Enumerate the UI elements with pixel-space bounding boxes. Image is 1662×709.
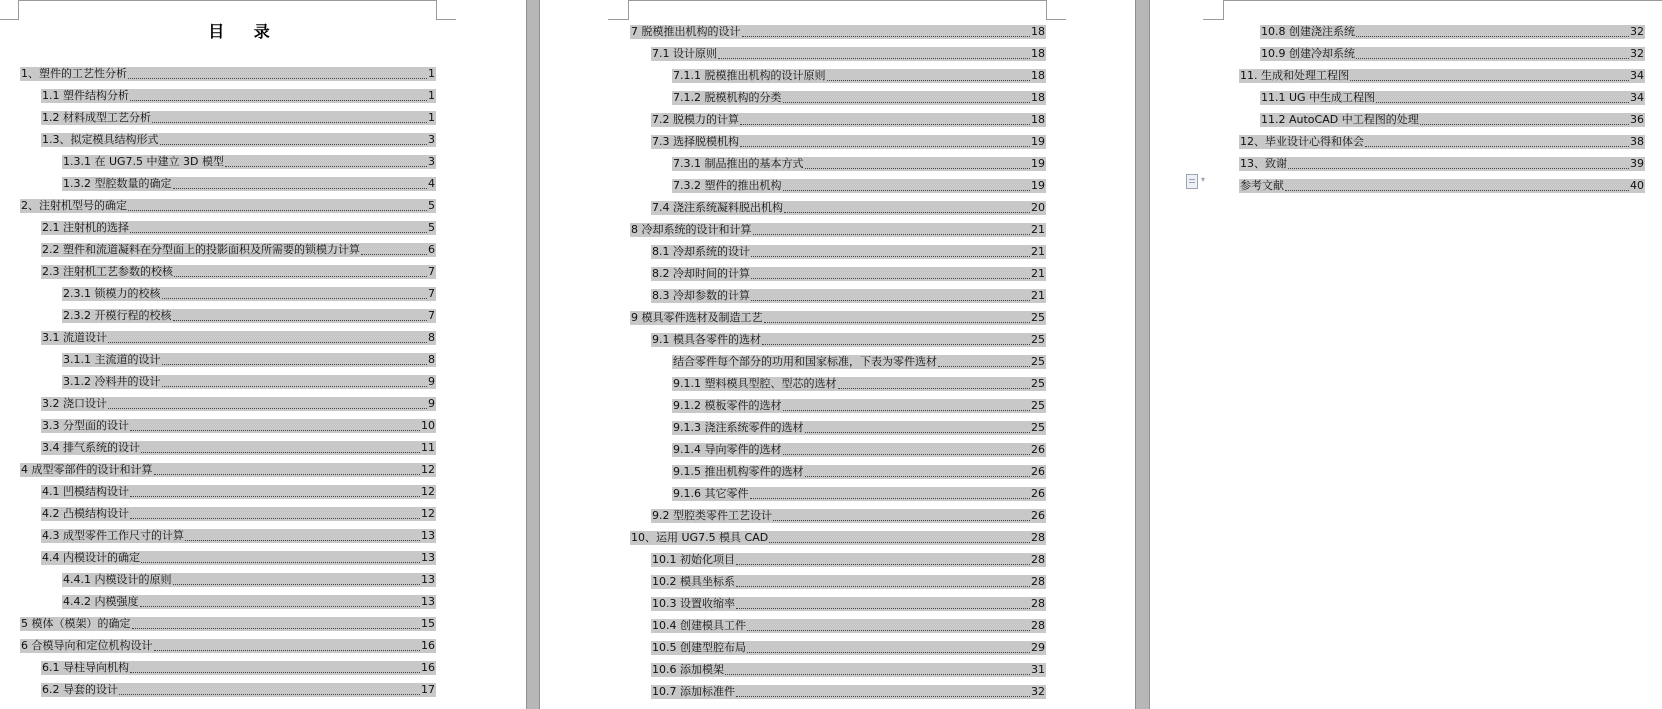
toc-entry-page: 1 — [428, 111, 435, 124]
toc-entry[interactable] — [41, 507, 436, 521]
toc-leader-dots — [162, 289, 428, 299]
toc-entry-page: 32 — [1630, 47, 1644, 60]
toc-entry-page: 25 — [1031, 333, 1045, 346]
toc-entry[interactable] — [630, 531, 1046, 545]
toc-leader-dots — [742, 27, 1031, 37]
toc-leader-dots — [725, 665, 1030, 675]
toc-entry[interactable] — [1239, 69, 1645, 83]
toc-leader-dots — [119, 685, 420, 695]
toc-leader-dots — [1376, 93, 1629, 103]
toc-entry[interactable] — [1260, 25, 1645, 39]
toc-entry-label: 4.1 凹模结构设计 — [42, 485, 129, 498]
toc-entry-label: 10.6 添加模架 — [652, 663, 724, 676]
toc-entry-label: 10.4 创建模具工件 — [652, 619, 746, 632]
toc-entry-page: 21 — [1031, 289, 1045, 302]
toc-entry-page: 18 — [1031, 69, 1045, 82]
toc-leader-dots — [1288, 159, 1629, 169]
toc-leader-dots — [1285, 181, 1629, 191]
toc-entry-page: 25 — [1031, 311, 1045, 324]
toc-entry-label: 5 模体（模架）的确定 — [21, 617, 131, 630]
toc-entry[interactable] — [672, 179, 1046, 193]
toc-entry[interactable] — [62, 155, 436, 169]
toc-entry-label: 1.3.1 在 UG7.5 中建立 3D 模型 — [63, 155, 225, 168]
toc-entry-label: 3.1.2 冷料井的设计 — [63, 375, 161, 388]
toc-entry[interactable] — [41, 397, 436, 411]
toc-leader-dots — [174, 267, 427, 277]
toc-entry-page: 18 — [1031, 25, 1045, 38]
toc-entry[interactable] — [651, 663, 1046, 677]
toc-entry-page: 26 — [1031, 487, 1045, 500]
toc-entry-page: 26 — [1031, 443, 1045, 456]
toc-entry-page: 7 — [428, 287, 435, 300]
header-corner-mark — [1046, 0, 1047, 20]
toc-leader-dots — [740, 115, 1030, 125]
toc-entry[interactable] — [651, 245, 1046, 259]
toc-entry[interactable] — [1239, 157, 1645, 171]
toc-leader-dots — [173, 179, 428, 189]
toc-entry-label: 3.4 排气系统的设计 — [42, 441, 140, 454]
toc-entry-page: 25 — [1031, 399, 1045, 412]
toc-entry[interactable] — [672, 421, 1046, 435]
toc-entry-page: 8 — [428, 353, 435, 366]
toc-leader-dots — [1365, 137, 1629, 147]
toc-entry-page: 18 — [1031, 91, 1045, 104]
toc-leader-dots — [740, 137, 1030, 147]
toc-leader-dots — [185, 531, 420, 541]
toc-entry-label: 4.2 凸模结构设计 — [42, 507, 129, 520]
toc-entry[interactable] — [41, 133, 436, 147]
toc-entry[interactable] — [651, 289, 1046, 303]
toc-leader-dots — [783, 401, 1031, 411]
toc-entry[interactable] — [41, 111, 436, 125]
toc-entry-page: 8 — [428, 331, 435, 344]
toc-entry-page: 17 — [421, 683, 435, 696]
toc-entry-page: 19 — [1031, 135, 1045, 148]
toc-entry[interactable] — [41, 243, 436, 257]
toc-entry-page: 18 — [1031, 113, 1045, 126]
toc-entry-page: 28 — [1031, 619, 1045, 632]
toc-entry-page: 40 — [1630, 179, 1644, 192]
toc-leader-dots — [154, 641, 421, 651]
toc-entry-label: 2.3 注射机工艺参数的校核 — [42, 265, 173, 278]
toc-entry[interactable] — [41, 89, 436, 103]
toc-entry-page: 10 — [421, 419, 435, 432]
toc-entry[interactable] — [62, 353, 436, 367]
toc-leader-dots — [751, 269, 1030, 279]
toc-entry[interactable] — [651, 333, 1046, 347]
toc-entry[interactable] — [41, 661, 436, 675]
toc-leader-dots — [140, 597, 421, 607]
toc-leader-dots — [152, 113, 427, 123]
toc-leader-dots — [1356, 49, 1629, 59]
toc-entry-page: 16 — [421, 661, 435, 674]
toc-entry[interactable] — [1239, 135, 1645, 149]
toc-leader-dots — [938, 357, 1030, 367]
toc-entry[interactable] — [651, 641, 1046, 655]
toc-leader-dots — [173, 575, 421, 585]
toc-entry-label: 6.1 导柱导向机构 — [42, 661, 129, 674]
toc-leader-dots — [736, 555, 1030, 565]
toc-entry-page: 7 — [428, 309, 435, 322]
toc-entry[interactable] — [41, 441, 436, 455]
toc-leader-dots — [361, 245, 427, 255]
toc-entry[interactable] — [41, 485, 436, 499]
toc-entry-label: 1.3.2 型腔数量的确定 — [63, 177, 172, 190]
toc-entry[interactable] — [41, 331, 436, 345]
toc-entry-page: 20 — [1031, 201, 1045, 214]
toc-entry-label: 1.1 塑件结构分析 — [42, 89, 129, 102]
toc-entry-page: 21 — [1031, 223, 1045, 236]
toc-entry-page: 1 — [428, 67, 435, 80]
toc-entry[interactable] — [630, 311, 1046, 325]
toc-entry-page: 34 — [1630, 69, 1644, 82]
toc-entry-page: 18 — [1031, 47, 1045, 60]
toc-entry[interactable] — [41, 265, 436, 279]
paste-options-icon[interactable] — [1186, 174, 1210, 190]
toc-entry-page: 19 — [1031, 157, 1045, 170]
toc-leader-dots — [1420, 115, 1629, 125]
toc-leader-dots — [747, 643, 1030, 653]
toc-leader-dots — [750, 489, 1031, 499]
toc-leader-dots — [141, 553, 420, 563]
toc-entry[interactable] — [20, 67, 436, 81]
toc-entry[interactable] — [62, 177, 436, 191]
toc-entry-label: 10.8 创建浇注系统 — [1261, 25, 1355, 38]
toc-entry-label: 11.1 UG 中生成工程图 — [1261, 91, 1376, 104]
toc-entry-page: 9 — [428, 397, 435, 410]
toc-entry-label: 9.1.1 塑料模具型腔、型芯的选材 — [673, 377, 837, 390]
toc-entry-page: 32 — [1630, 25, 1644, 38]
toc-entry-page: 25 — [1031, 377, 1045, 390]
header-corner-mark — [18, 0, 19, 20]
toc-leader-dots — [783, 93, 1031, 103]
toc-entry-label: 8.2 冷却时间的计算 — [652, 267, 750, 280]
toc-leader-dots — [838, 379, 1031, 389]
toc-entry-page: 3 — [428, 155, 435, 168]
header-top-line — [628, 0, 1046, 1]
toc-entry[interactable] — [672, 487, 1046, 501]
toc-entry[interactable] — [651, 113, 1046, 127]
toc-entry-page: 13 — [421, 573, 435, 586]
toc-entry[interactable] — [1260, 91, 1645, 105]
header-corner-mark — [628, 0, 629, 20]
toc-entry-page: 12 — [421, 507, 435, 520]
toc-leader-dots — [805, 159, 1031, 169]
toc-leader-dots — [773, 511, 1030, 521]
toc-entry[interactable] — [672, 465, 1046, 479]
toc-entry-label: 9.1.3 浇注系统零件的选材 — [673, 421, 804, 434]
toc-entry-label: 2、注射机型号的确定 — [21, 199, 127, 212]
toc-leader-dots — [827, 71, 1031, 81]
toc-entry-page: 25 — [1031, 355, 1045, 368]
toc-leader-dots — [108, 333, 427, 343]
toc-entry[interactable] — [672, 355, 1046, 369]
toc-leader-dots — [130, 509, 420, 519]
toc-entry-label: 7.3.2 塑件的推出机构 — [673, 179, 782, 192]
toc-leader-dots — [130, 223, 427, 233]
toc-entry-label: 3.2 浇口设计 — [42, 397, 107, 410]
toc-entry[interactable] — [672, 443, 1046, 457]
toc-leader-dots — [225, 157, 427, 167]
toc-entry-label: 13、致谢 — [1240, 157, 1287, 170]
toc-entry-label: 1、塑件的工艺性分析 — [21, 67, 127, 80]
toc-entry[interactable] — [62, 573, 436, 587]
page-gutter — [526, 0, 540, 709]
toc-entry-page: 15 — [421, 617, 435, 630]
toc-entry-page: 21 — [1031, 245, 1045, 258]
toc-entry-page: 3 — [428, 133, 435, 146]
toc-entry[interactable] — [651, 685, 1046, 699]
toc-entry-label: 4.4 内模设计的确定 — [42, 551, 140, 564]
toc-entry-label: 6.2 导套的设计 — [42, 683, 118, 696]
toc-entry-label: 10、运用 UG7.5 模具 CAD — [631, 531, 769, 544]
toc-entry-page: 13 — [421, 595, 435, 608]
toc-entry-page: 28 — [1031, 553, 1045, 566]
chevron-down-icon: ▾ — [1201, 175, 1206, 184]
toc-entry-label: 7.1.1 脱模推出机构的设计原则 — [673, 69, 826, 82]
toc-entry[interactable] — [651, 201, 1046, 215]
toc-entry-page: 4 — [428, 177, 435, 190]
toc-entry-page: 34 — [1630, 91, 1644, 104]
toc-entry[interactable] — [651, 267, 1046, 281]
toc-entry-page: 38 — [1630, 135, 1644, 148]
toc-entry-page: 19 — [1031, 179, 1045, 192]
toc-entry[interactable] — [1260, 113, 1645, 127]
toc-leader-dots — [747, 621, 1030, 631]
document-sheet-icon — [1186, 174, 1198, 189]
toc-entry[interactable] — [41, 419, 436, 433]
toc-entry-page: 13 — [421, 551, 435, 564]
toc-entry[interactable] — [630, 25, 1046, 39]
toc-entry-page: 21 — [1031, 267, 1045, 280]
toc-leader-dots — [130, 421, 420, 431]
toc-entry-label: 9.1.4 导向零件的选材 — [673, 443, 782, 456]
toc-entry-page: 5 — [428, 221, 435, 234]
toc-leader-dots — [736, 599, 1030, 609]
toc-entry[interactable] — [41, 551, 436, 565]
toc-entry[interactable] — [1260, 47, 1645, 61]
toc-leader-dots — [154, 465, 421, 475]
toc-leader-dots — [1350, 71, 1629, 81]
toc-leader-dots — [128, 201, 427, 211]
toc-entry-label: 12、毕业设计心得和体会 — [1240, 135, 1364, 148]
toc-entry-label: 10.2 模具坐标系 — [652, 575, 735, 588]
toc-entry-label: 9.1.5 推出机构零件的选材 — [673, 465, 804, 478]
toc-entry-page: 39 — [1630, 157, 1644, 170]
toc-entry-label: 10.5 创建型腔布局 — [652, 641, 746, 654]
toc-entry-label: 2.3.2 开模行程的校核 — [63, 309, 172, 322]
page-gutter — [1135, 0, 1150, 709]
toc-entry-label: 2.2 塑件和流道凝料在分型面上的投影面积及所需要的锁模力计算 — [42, 243, 360, 256]
toc-leader-dots — [162, 377, 428, 387]
toc-entry[interactable] — [651, 509, 1046, 523]
toc-leader-dots — [1356, 27, 1629, 37]
toc-entry-label: 1.2 材料成型工艺分析 — [42, 111, 151, 124]
toc-leader-dots — [783, 445, 1031, 455]
toc-leader-dots — [160, 135, 428, 145]
toc-leader-dots — [753, 225, 1031, 235]
toc-entry-label: 10.9 创建冷却系统 — [1261, 47, 1355, 60]
toc-entry-label: 4.3 成型零件工作尺寸的计算 — [42, 529, 184, 542]
toc-entry[interactable] — [672, 157, 1046, 171]
toc-entry-page: 16 — [421, 639, 435, 652]
toc-entry-label: 11.2 AutoCAD 中工程图的处理 — [1261, 113, 1419, 126]
toc-entry[interactable] — [651, 47, 1046, 61]
toc-entry-label: 8.1 冷却系统的设计 — [652, 245, 750, 258]
header-corner-mark — [436, 0, 437, 20]
toc-entry-page: 12 — [421, 463, 435, 476]
toc-entry-label: 8 冷却系统的设计和计算 — [631, 223, 752, 236]
toc-leader-dots — [130, 663, 420, 673]
toc-leader-dots — [784, 203, 1030, 213]
toc-entry-label: 8.3 冷却参数的计算 — [652, 289, 750, 302]
toc-entry[interactable] — [62, 595, 436, 609]
toc-entry-label: 3.1.1 主流道的设计 — [63, 353, 161, 366]
toc-leader-dots — [736, 577, 1030, 587]
toc-entry-label: 10.1 初始化项目 — [652, 553, 735, 566]
toc-leader-dots — [751, 291, 1030, 301]
toc-entry-label: 7.1 设计原则 — [652, 47, 717, 60]
toc-entry-label: 2.3.1 锁模力的校核 — [63, 287, 161, 300]
toc-entry-label: 6 合模导向和定位机构设计 — [21, 639, 153, 652]
toc-entry-page: 29 — [1031, 641, 1045, 654]
toc-entry[interactable] — [651, 553, 1046, 567]
toc-leader-dots — [130, 487, 420, 497]
toc-entry-page: 26 — [1031, 465, 1045, 478]
document-page-2 — [540, 0, 1135, 709]
toc-entry-label: 参考文献 — [1240, 179, 1284, 192]
header-margin-line — [608, 19, 628, 20]
toc-leader-dots — [736, 687, 1030, 697]
toc-entry-page: 6 — [428, 243, 435, 256]
header-margin-line — [1046, 19, 1066, 20]
toc-entry[interactable] — [20, 639, 436, 653]
header-top-line — [1223, 0, 1662, 1]
toc-entry-label: 9.2 型腔类零件工艺设计 — [652, 509, 772, 522]
toc-entry[interactable] — [672, 399, 1046, 413]
toc-leader-dots — [141, 443, 420, 453]
toc-entry-page: 31 — [1031, 663, 1045, 676]
toc-entry-label: 7.3 选择脱模机构 — [652, 135, 739, 148]
toc-entry[interactable] — [1239, 179, 1645, 193]
toc-leader-dots — [762, 335, 1030, 345]
toc-entry-label: 7.1.2 脱模机构的分类 — [673, 91, 782, 104]
toc-leader-dots — [130, 91, 427, 101]
toc-leader-dots — [751, 247, 1030, 257]
toc-title: 目 录 — [208, 22, 282, 41]
toc-entry-page: 9 — [428, 375, 435, 388]
toc-entry-page: 28 — [1031, 597, 1045, 610]
toc-entry[interactable] — [651, 597, 1046, 611]
toc-entry-label: 4 成型零部件的设计和计算 — [21, 463, 153, 476]
toc-entry-page: 25 — [1031, 421, 1045, 434]
toc-entry[interactable] — [20, 463, 436, 477]
toc-entry[interactable] — [20, 617, 436, 631]
toc-leader-dots — [108, 399, 427, 409]
toc-entry-label: 2.1 注射机的选择 — [42, 221, 129, 234]
toc-entry[interactable] — [20, 199, 436, 213]
toc-entry-page: 1 — [428, 89, 435, 102]
toc-entry-label: 9 模具零件选材及制造工艺 — [631, 311, 763, 324]
toc-entry-label: 7.2 脱模力的计算 — [652, 113, 739, 126]
document-page-1 — [0, 0, 526, 709]
toc-entry-page: 32 — [1031, 685, 1045, 698]
toc-entry[interactable] — [41, 221, 436, 235]
toc-entry-label: 3.1 流道设计 — [42, 331, 107, 344]
toc-entry-label: 10.3 设置收缩率 — [652, 597, 735, 610]
toc-entry-page: 11 — [421, 441, 435, 454]
toc-entry[interactable] — [41, 683, 436, 697]
header-corner-mark — [1223, 0, 1224, 20]
toc-entry-label: 4.4.2 内模强度 — [63, 595, 139, 608]
toc-entry[interactable] — [41, 529, 436, 543]
toc-entry-label: 9.1 模具各零件的选材 — [652, 333, 761, 346]
toc-entry-label: 9.1.6 其它零件 — [673, 487, 749, 500]
toc-entry-label: 10.7 添加标准件 — [652, 685, 735, 698]
toc-entry-label: 结合零件每个部分的功用和国家标准，下表为零件选材 — [673, 355, 937, 368]
toc-entry[interactable] — [62, 309, 436, 323]
header-margin-line — [1203, 19, 1223, 20]
toc-entry[interactable] — [672, 69, 1046, 83]
toc-entry-page: 12 — [421, 485, 435, 498]
toc-entry[interactable] — [651, 619, 1046, 633]
toc-leader-dots — [132, 619, 421, 629]
toc-entry-label: 7.3.1 制品推出的基本方式 — [673, 157, 804, 170]
toc-entry-label: 9.1.2 模板零件的选材 — [673, 399, 782, 412]
toc-entry-page: 13 — [421, 529, 435, 542]
toc-entry[interactable] — [651, 135, 1046, 149]
toc-entry-page: 28 — [1031, 531, 1045, 544]
toc-entry[interactable] — [62, 375, 436, 389]
toc-leader-dots — [783, 181, 1031, 191]
toc-entry-label: 11. 生成和处理工程图 — [1240, 69, 1349, 82]
toc-entry-page: 36 — [1630, 113, 1644, 126]
toc-entry-label: 7 脱模推出机构的设计 — [631, 25, 741, 38]
toc-entry-label: 3.3 分型面的设计 — [42, 419, 129, 432]
toc-entry-page: 28 — [1031, 575, 1045, 588]
toc-entry[interactable] — [630, 223, 1046, 237]
toc-leader-dots — [718, 49, 1030, 59]
toc-entry-page: 5 — [428, 199, 435, 212]
toc-leader-dots — [764, 313, 1031, 323]
toc-leader-dots — [805, 467, 1031, 477]
header-top-line — [18, 0, 436, 1]
toc-leader-dots — [162, 355, 428, 365]
document-page-3 — [1150, 0, 1662, 709]
toc-leader-dots — [769, 533, 1030, 543]
toc-entry-label: 7.4 浇注系统凝料脱出机构 — [652, 201, 783, 214]
toc-entry-label: 1.3、拟定模具结构形式 — [42, 133, 159, 146]
toc-entry[interactable] — [651, 575, 1046, 589]
toc-entry[interactable] — [62, 287, 436, 301]
toc-entry-page: 26 — [1031, 509, 1045, 522]
toc-entry-page: 7 — [428, 265, 435, 278]
toc-leader-dots — [128, 69, 427, 79]
toc-leader-dots — [173, 311, 428, 321]
toc-entry[interactable] — [672, 377, 1046, 391]
toc-leader-dots — [805, 423, 1031, 433]
toc-entry-label: 4.4.1 内模设计的原则 — [63, 573, 172, 586]
toc-entry[interactable] — [672, 91, 1046, 105]
